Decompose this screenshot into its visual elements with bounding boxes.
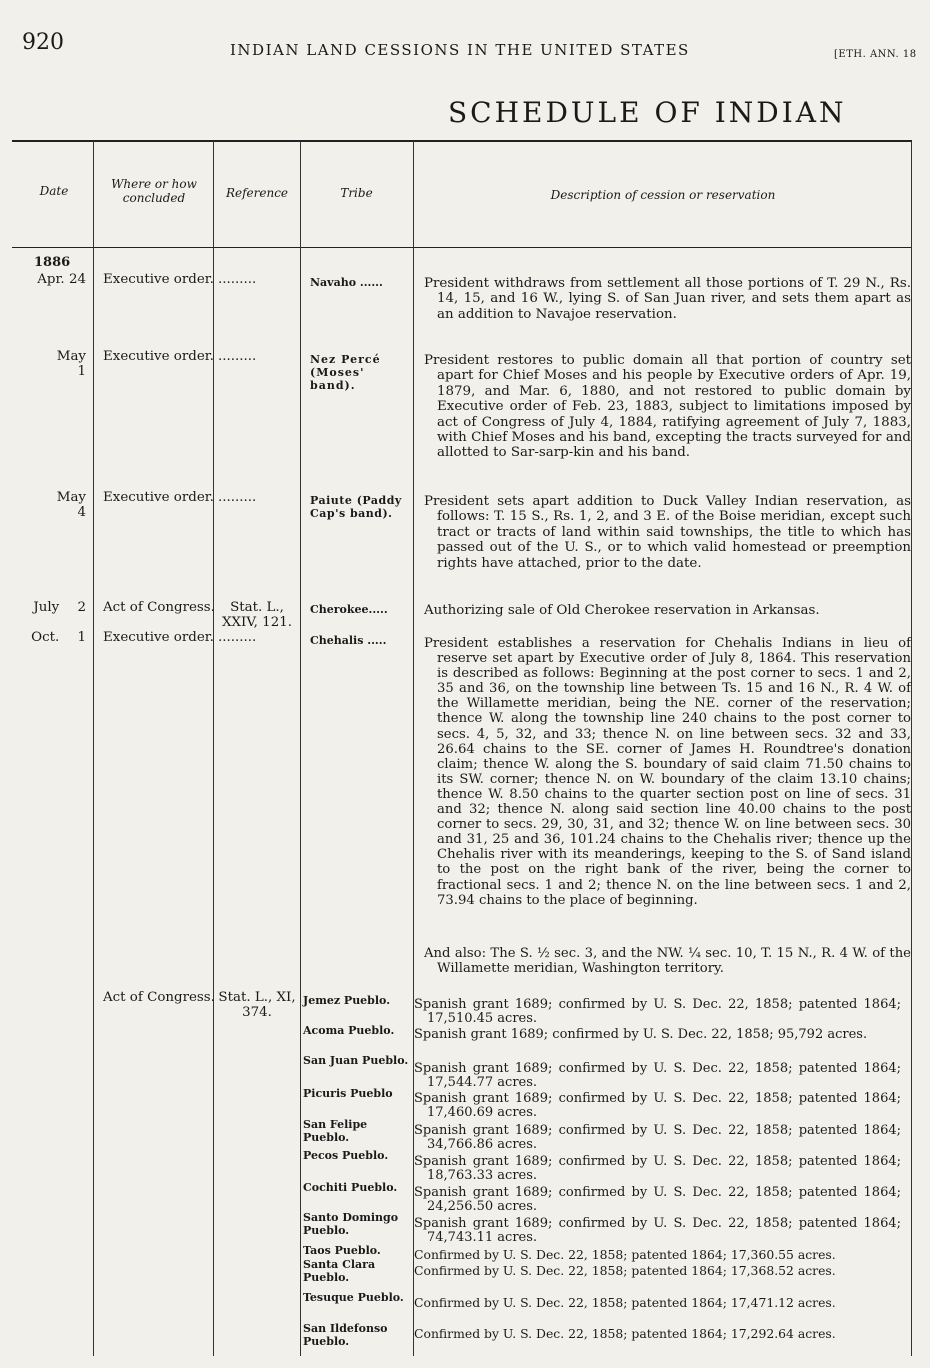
pueblo-tribe: Santo Domingo Pueblo. — [303, 1211, 399, 1237]
row-tribe: Navaho ...... — [310, 276, 383, 289]
group-where: Act of Congress. — [103, 990, 215, 1005]
pueblo-tribe: Tesuque Pueblo. — [303, 1291, 404, 1304]
row-where: Executive order. — [103, 349, 214, 364]
column-divider — [213, 141, 214, 1356]
pueblo-description: Confirmed by U. S. Dec. 22, 1858; patented 1864; 17,360.55 acres. — [414, 1247, 836, 1262]
pueblo-description: Spanish grant 1689; confirmed by U. S. Dec. 22, 1858; patented 1864; 74,743.11 acres. — [414, 1216, 901, 1245]
row-date: May 4 — [56, 490, 86, 521]
column-header-tribe: Tribe — [340, 186, 373, 200]
row-date: Oct. 1 — [31, 630, 86, 645]
header-bottom-rule — [12, 247, 912, 248]
row-description: President restores to public domain all that portion of country set apart for Chief Moses and his people by Executive orders of Apr. 19, 1879, and Mar. 6, 1880, and not restored to public domain by Executive order of Feb. 23, 1883, subject to limitations imposed by act of Congress of July 4, 1884, ratifying agreement of July 7, 1883, with Chief Moses and his band, excepting the tracts surveyed for and allotted to Sar-sarp-kin and his band. — [424, 353, 911, 461]
row-where: Executive order. — [103, 630, 214, 645]
pueblo-description: Confirmed by U. S. Dec. 22, 1858; patented 1864; 17,471.12 acres. — [414, 1295, 836, 1310]
row-date: Apr. 24 — [37, 272, 86, 287]
pueblo-description: Spanish grant 1689; confirmed by U. S. Dec. 22, 1858; 95,792 acres. — [414, 1027, 868, 1042]
pueblo-tribe: San Felipe Pueblo. — [303, 1118, 368, 1144]
pueblo-description: Confirmed by U. S. Dec. 22, 1858; patented 1864; 17,292.64 acres. — [414, 1326, 836, 1341]
column-header-description: Description of cession or reservation — [550, 188, 776, 202]
table-top-rule — [12, 140, 912, 142]
column-divider — [93, 141, 94, 1356]
row-description-extra: And also: The S. ½ sec. 3, and the NW. ¼ sec. 10, T. 15 N., R. 4 W. of the Willamette meridian, Washington territory. — [424, 946, 911, 977]
row-tribe: Chehalis ..... — [310, 634, 387, 647]
group-reference: Stat. L., XI, 374. — [218, 990, 296, 1021]
pueblo-description: Confirmed by U. S. Dec. 22, 1858; patented 1864; 17,368.52 acres. — [414, 1263, 836, 1278]
page-number: 920 — [22, 30, 64, 55]
pueblo-description: Spanish grant 1689; confirmed by U. S. Dec. 22, 1858; patented 1864; 17,544.77 acres. — [414, 1061, 901, 1090]
row-description: President withdraws from settlement all those portions of T. 29 N., Rs. 14, 15, and 16 W., lying S. of San Juan river, and sets them apart as an addition to Navajoe reservation. — [424, 276, 911, 322]
row-description: President sets apart addition to Duck Valley Indian reservation, as follows: T. 15 S., Rs. 1, 2, and 3 E. of the Boise meridian, except such tract or tracts of land within said townships, the title to which has passed out of the U. S., or to which valid homestead or preemption rights have attached, prior to the date. — [424, 494, 911, 571]
pueblo-tribe: Jemez Pueblo. — [303, 994, 391, 1007]
pueblo-tribe: Pecos Pueblo. — [303, 1149, 389, 1162]
pueblo-tribe: Santa Clara Pueblo. — [303, 1258, 376, 1284]
pueblo-tribe: San Juan Pueblo. — [303, 1054, 409, 1067]
row-tribe: Paiute (Paddy Cap's band). — [310, 494, 402, 520]
row-description: President establishes a reservation for Chehalis Indians in lieu of reserve set apart by Executive order of July 8, 1864. This reservation is described as follows: Beginning at the post corner to secs. 1 and 2, 35 and 36, on the township line between Ts. 15 and 16 N., R. 4 W. of the Willamette meridian, being the NE. corner of the reservation; thence W. along the township line 240 chains to the post corner to secs. 4, 5, 32, and 33; thence N. on line between secs. 32 and 33, 26.64 chains to the SE. corner of James H. Roundtree's donation claim; thence W. along the S. boundary of said claim 71.50 chains to its SW. corner; thence N. on W. boundary of the claim 13.10 chains; thence W. 8.50 chains to the quarter section post on line of secs. 31 and 32; thence N. along said section line 40.00 chains to the post corner to secs. 29, 30, 31, and 32; thence W. on line between secs. 30 and 31, 25 and 36, 101.24 chains to the Chehalis river; thence up the Chehalis river with its meanderings, keeping to the S. of Sand island to the post on the right bank of the river, being the corner to fractional secs. 1 and 2; thence N. on the line between secs. 1 and 2, 73.94 chains to the place of beginning. — [424, 636, 911, 908]
column-header-reference: Reference — [225, 186, 289, 200]
pueblo-description: Spanish grant 1689; confirmed by U. S. Dec. 22, 1858; patented 1864; 24,256.50 acres. — [414, 1185, 901, 1214]
row-where: Executive order. — [103, 490, 214, 505]
pueblo-tribe: Cochiti Pueblo. — [303, 1181, 398, 1194]
pueblo-description: Spanish grant 1689; confirmed by U. S. Dec. 22, 1858; patented 1864; 18,763.33 acres. — [414, 1154, 901, 1183]
pueblo-description: Spanish grant 1689; confirmed by U. S. Dec. 22, 1858; patented 1864; 17,510.45 acres. — [414, 997, 901, 1026]
pueblo-tribe: San Ildefonso Pueblo. — [303, 1322, 388, 1348]
column-header-date: Date — [39, 184, 69, 198]
row-where: Act of Congress. — [103, 600, 215, 615]
row-where: Executive order. — [103, 272, 214, 287]
row-date: May 1 — [56, 349, 86, 380]
pueblo-description: Spanish grant 1689; confirmed by U. S. Dec. 22, 1858; patented 1864; 17,460.69 acres. — [414, 1091, 901, 1120]
running-head: INDIAN LAND CESSIONS IN THE UNITED STATES — [230, 41, 690, 59]
schedule-title: SCHEDULE OF INDIAN — [448, 96, 847, 129]
year-label: 1886 — [34, 255, 71, 270]
row-reference: ......... — [218, 349, 257, 364]
column-divider — [911, 141, 912, 1356]
row-reference: ......... — [218, 630, 257, 645]
row-tribe: Nez Percé (Moses' band). — [310, 353, 381, 392]
pueblo-description: Spanish grant 1689; confirmed by U. S. Dec. 22, 1858; patented 1864; 34,766.86 acres. — [414, 1123, 901, 1152]
row-tribe: Cherokee..... — [310, 603, 388, 616]
row-description: Authorizing sale of Old Cherokee reservation in Arkansas. — [424, 603, 820, 618]
row-reference: ......... — [218, 272, 257, 287]
row-reference: Stat. L., XXIV, 121. — [221, 600, 292, 631]
row-reference: ......... — [218, 490, 257, 505]
report-reference: [ETH. ANN. 18 — [834, 49, 917, 60]
pueblo-tribe: Picuris Pueblo — [303, 1087, 393, 1100]
row-date: July 2 — [33, 600, 86, 615]
column-header-where: Where or how concluded — [111, 177, 197, 205]
pueblo-tribe: Taos Pueblo. — [303, 1244, 381, 1257]
column-divider — [300, 141, 301, 1356]
pueblo-tribe: Acoma Pueblo. — [303, 1024, 395, 1037]
